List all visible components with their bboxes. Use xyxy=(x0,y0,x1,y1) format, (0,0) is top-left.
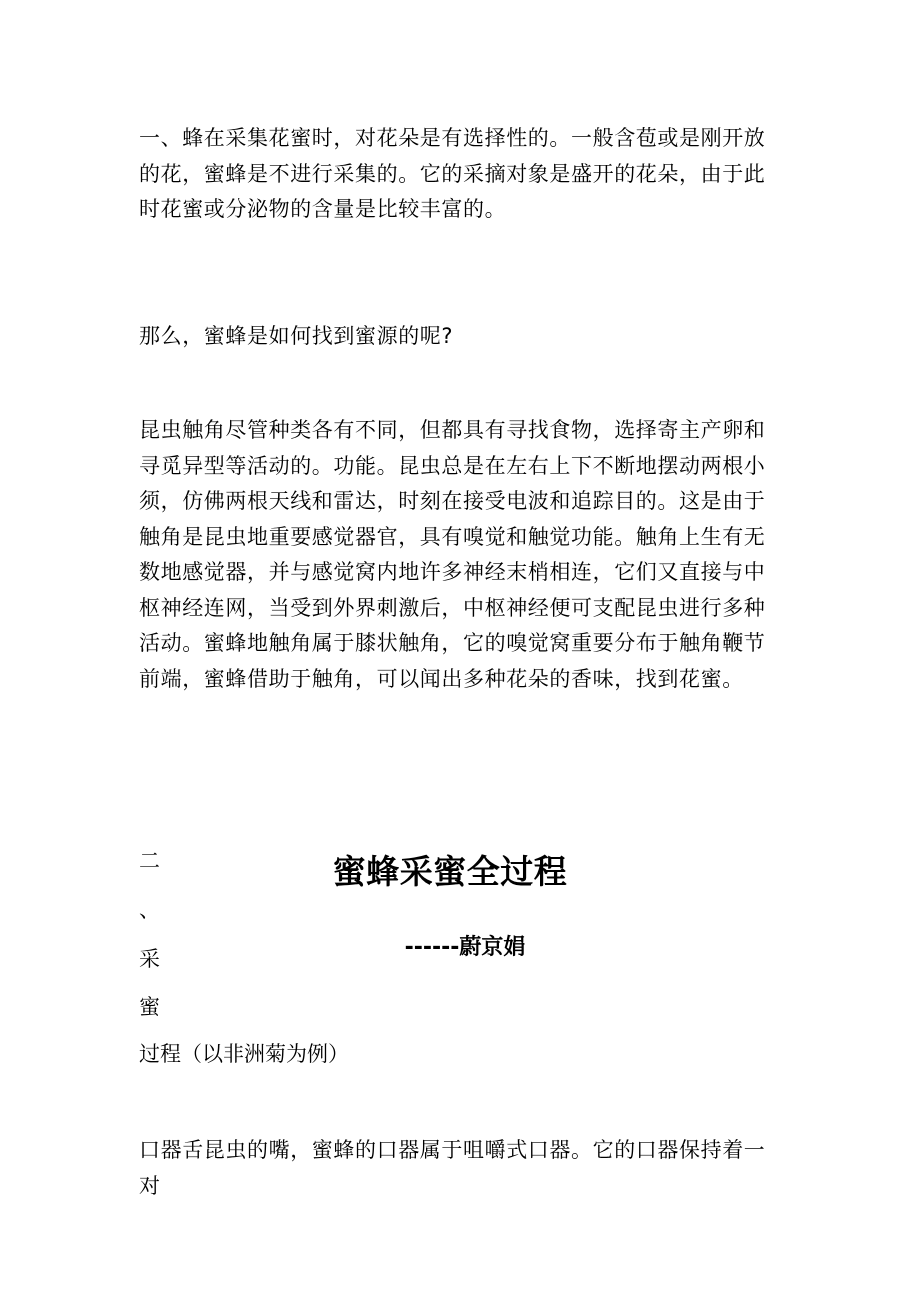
paragraph-1: 一、蜂在采集花蜜时，对花朵是有选择性的。一般含苞或是刚开放的花，蜜蜂是不进行采集的。它的采摘对象是盛开的花朵，由于此时花蜜或分泌物的含量是比较丰富的。 xyxy=(139,126,766,221)
article-title: 蜜蜂采蜜全过程 xyxy=(332,852,568,891)
paragraph-3: 昆虫触角尽管种类各有不同，但都具有寻找食物，选择寄主产卵和寻觅异型等活动的。功能。昆虫总是在左右上下不断地摆动两根小须，仿佛两根天线和雷达，时刻在接受电波和追踪目的。这是由于触角是昆虫地重要感觉器官，具有嗅觉和触觉功能。触角上生有无数地感觉器，并与感觉窝内地许多神经末梢相连，它们又直接与中枢神经连网，当受到外界刺激后，中枢神经便可支配昆虫进行多种活动。蜜蜂地触角属于膝状触角，它的嗅觉窝重要分布于触角鞭节前端，蜜蜂借助于触角，可以闻出多种花朵的香味，找到花蜜。 xyxy=(139,418,766,691)
paragraph-5: 口器舌昆虫的嘴，蜜蜂的口器属于咀嚼式口器。它的口器保持着一对 xyxy=(139,1138,766,1198)
section-2-heading-tail: 过程（以非洲菊为例） xyxy=(139,1042,349,1066)
section-2-char-3: 采 xyxy=(139,947,160,971)
section-2-char-4: 蜜 xyxy=(139,995,160,1019)
section-2-char-1: 二 xyxy=(139,849,160,873)
paragraph-2: 那么，蜜蜂是如何找到蜜源的呢? xyxy=(139,324,454,348)
article-author: ------蔚京娟 xyxy=(404,935,526,960)
section-2-char-2: 、 xyxy=(139,898,160,922)
